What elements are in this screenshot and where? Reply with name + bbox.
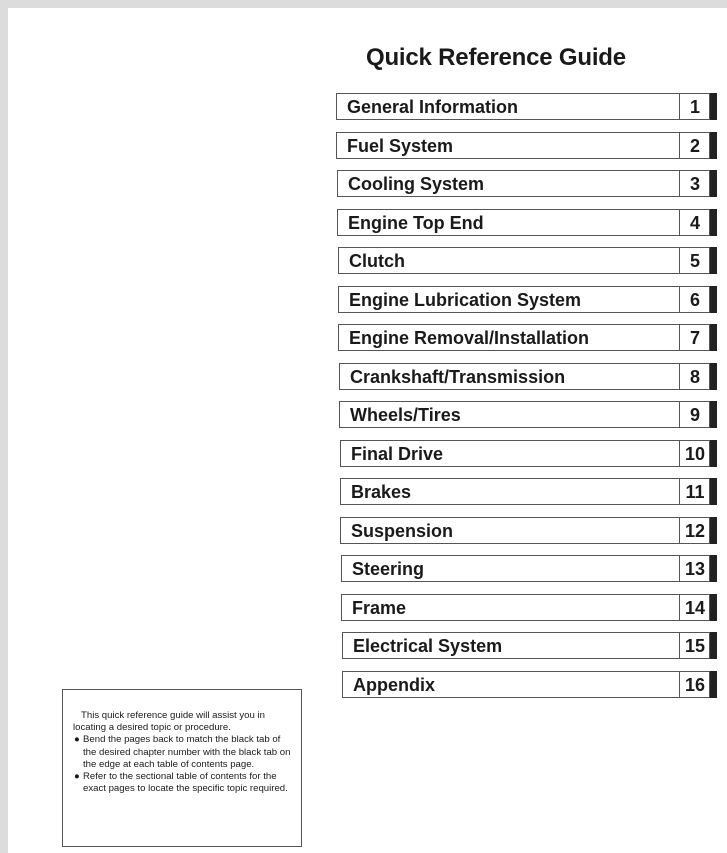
chapter-title: Appendix	[353, 675, 436, 695]
chapter-title: Clutch	[349, 251, 405, 271]
usage-note-intro: This quick reference guide will assist you in locating a desired topic or procedure.	[73, 710, 265, 734]
black-tab-marker	[710, 401, 717, 428]
usage-note-bullet-text: Bend the pages back to match the black tab of the desired chapter number with the black tab on the edge at each table of contents page.	[83, 734, 291, 770]
chapter-number: 6	[689, 290, 700, 310]
usage-note	[62, 689, 302, 847]
black-tab-marker	[710, 440, 717, 467]
chapter-row[interactable]	[342, 632, 710, 659]
black-tab-marker	[710, 555, 717, 582]
bullet-icon: ●	[74, 734, 80, 746]
chapter-number: 11	[685, 482, 705, 502]
black-tab-marker	[710, 209, 717, 236]
black-tab-marker	[710, 632, 717, 659]
chapter-number: 12	[684, 521, 706, 541]
chapter-number: 13	[684, 559, 706, 579]
chapter-title: Fuel System	[347, 136, 454, 156]
chapter-number: 15	[684, 636, 706, 656]
chapter-number: 10	[684, 444, 706, 464]
black-tab-marker	[710, 93, 717, 120]
black-tab-marker	[710, 286, 717, 313]
usage-note-bullet	[73, 771, 292, 795]
chapter-row[interactable]	[342, 671, 710, 698]
chapter-title: Final Drive	[351, 444, 444, 464]
black-tab-marker	[710, 132, 717, 159]
chapter-row[interactable]	[337, 170, 710, 197]
chapter-number: 3	[689, 174, 700, 194]
black-tab-marker	[710, 363, 717, 390]
chapter-number: 8	[689, 367, 700, 387]
chapter-row[interactable]	[336, 93, 710, 120]
chapter-title: Steering	[352, 559, 425, 579]
chapter-number: 16	[684, 675, 706, 695]
usage-note-bullet-text: Refer to the sectional table of contents for the exact pages to locate the specific topic required.	[83, 771, 288, 795]
black-tab-marker	[710, 478, 717, 505]
chapter-row[interactable]	[339, 363, 710, 390]
chapter-title: Suspension	[351, 521, 454, 541]
chapter-title: General Information	[347, 97, 519, 117]
black-tab-marker	[710, 671, 717, 698]
chapter-row[interactable]	[336, 132, 710, 159]
chapter-row[interactable]	[338, 324, 710, 351]
chapter-number: 9	[689, 405, 700, 425]
chapter-number: 14	[684, 598, 706, 618]
chapter-number: 4	[689, 213, 700, 233]
chapter-title: Engine Top End	[348, 213, 484, 233]
chapter-title: Engine Lubrication System	[349, 290, 582, 310]
chapter-title: Engine Removal/Installation	[349, 328, 590, 348]
chapter-row[interactable]	[341, 555, 710, 582]
black-tab-marker	[710, 324, 717, 351]
chapter-title: Cooling System	[348, 174, 485, 194]
black-tab-marker	[710, 517, 717, 544]
chapter-title: Electrical System	[353, 636, 503, 656]
chapter-number: 5	[689, 251, 700, 271]
black-tab-marker	[710, 247, 717, 274]
chapter-title: Wheels/Tires	[350, 405, 461, 425]
chapter-row[interactable]	[340, 478, 710, 505]
chapter-title: Brakes	[351, 482, 412, 502]
chapter-row[interactable]	[341, 594, 710, 621]
page-title: Quick Reference Guide	[366, 44, 626, 71]
chapter-row[interactable]	[337, 209, 710, 236]
chapter-row[interactable]	[340, 440, 710, 467]
chapter-row[interactable]	[340, 517, 710, 544]
black-tab-marker	[710, 170, 717, 197]
chapter-number: 1	[689, 97, 700, 117]
chapter-title: Frame	[352, 598, 407, 618]
bullet-icon: ●	[74, 771, 80, 783]
black-tab-marker	[710, 594, 717, 621]
chapter-number: 2	[689, 136, 700, 156]
chapter-number: 7	[689, 328, 700, 348]
chapter-row[interactable]	[338, 286, 710, 313]
chapter-title: Crankshaft/Transmission	[350, 367, 566, 387]
usage-note-bullet	[73, 734, 292, 771]
chapter-row[interactable]	[339, 401, 710, 428]
chapter-row[interactable]	[338, 247, 710, 274]
